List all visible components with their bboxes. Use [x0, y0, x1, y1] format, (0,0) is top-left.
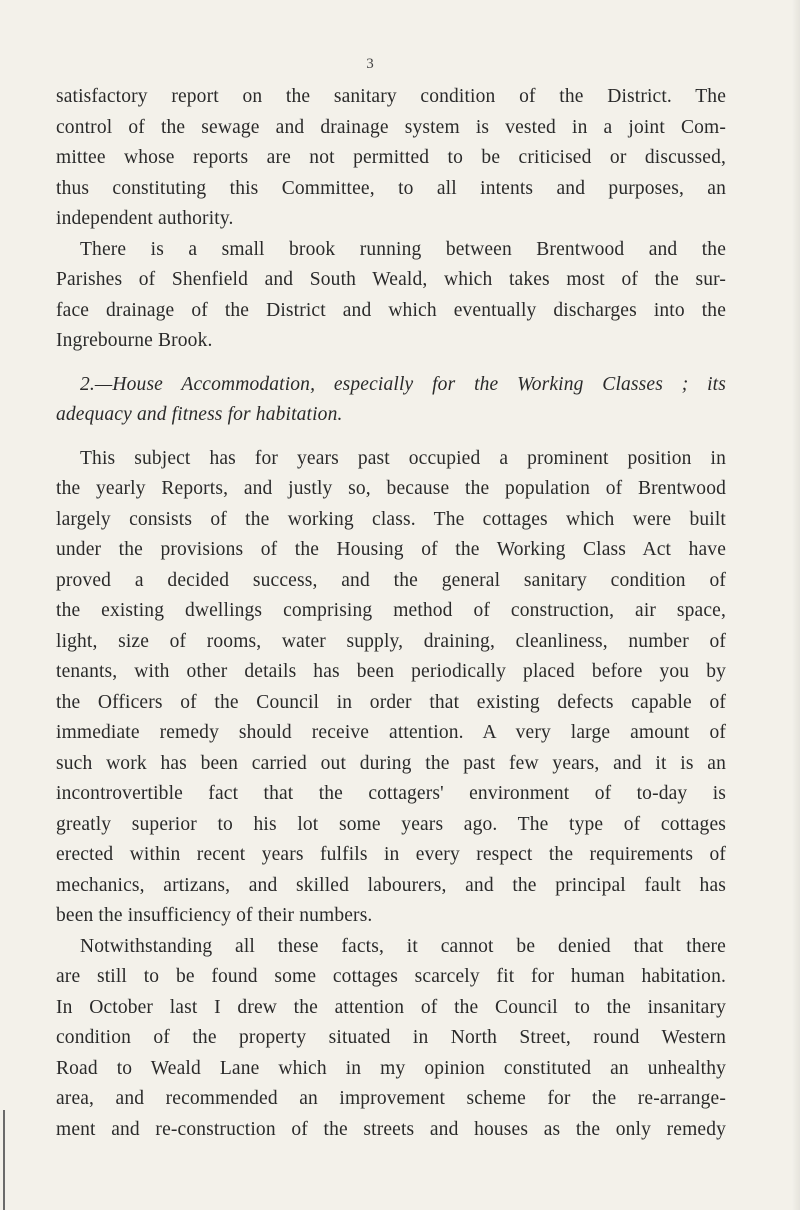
text-line: control of the sewage and drainage system is vested in a joint Com- [56, 116, 726, 138]
page-edge-shadow [792, 0, 800, 1210]
text-line: immediate remedy should receive attention. A very large amount of [56, 722, 726, 743]
text-line: tenants, with other details has been periodically placed before you by [56, 661, 726, 682]
text-line: mechanics, artizans, and skilled labourers, and the principal fault has [56, 874, 726, 896]
text-line: There is a small brook running between Brentwood and the [80, 238, 726, 260]
text-line: In October last I drew the attention of the Council to the insanitary [56, 996, 726, 1018]
paragraph-unfit-cottages [56, 932, 726, 1146]
text-line: light, size of rooms, water supply, draining, cleanliness, number of [56, 630, 726, 652]
text-line: the Officers of the Council in order that existing defects capable of [56, 691, 726, 713]
text-line: under the provisions of the Housing of the Working Class Act have [56, 539, 726, 560]
binding-edge-mark [3, 1110, 5, 1210]
text-line: been the insufficiency of their numbers. [56, 905, 373, 926]
text-line: mittee whose reports are not permitted to be criticised or discussed, [56, 147, 726, 168]
heading-line: 2.—House Accommodation, especially for the Working Classes ; its [80, 373, 726, 395]
text-line: Notwithstanding all these facts, it cannot be denied that there [80, 935, 726, 957]
text-line: are still to be found some cottages scarcely fit for human habitation. [56, 966, 726, 987]
text-line: such work has been carried out during the past few years, and it is an [56, 752, 726, 774]
paragraph-housing [56, 444, 726, 932]
section-heading [56, 370, 726, 431]
text-line: ment and re-construction of the streets and houses as the only remedy [56, 1118, 726, 1140]
text-line: the existing dwellings comprising method of construction, air space, [56, 600, 726, 621]
text-line: satisfactory report on the sanitary condition of the District. The [56, 86, 726, 107]
heading-line: adequacy and fitness for habitation. [56, 404, 343, 425]
text-line: the yearly Reports, and justly so, because the population of Brentwood [56, 478, 726, 499]
paragraph-sewage-control [56, 82, 726, 235]
text-line: Road to Weald Lane which in my opinion constituted an unhealthy [56, 1057, 726, 1079]
page-number: 3 [366, 56, 374, 72]
text-line: proved a decided success, and the general sanitary condition of [56, 569, 726, 591]
text-line: greatly superior to his lot some years ago. The type of cottages [56, 813, 726, 835]
text-line: Ingrebourne Brook. [56, 330, 213, 351]
body-text [56, 82, 726, 1145]
text-line: largely consists of the working class. The cottages which were built [56, 508, 726, 530]
text-line: independent authority. [56, 208, 234, 229]
text-line: This subject has for years past occupied a prominent position in [80, 447, 726, 469]
text-line: incontrovertible fact that the cottagers' environment of to-day is [56, 783, 726, 804]
text-line: Parishes of Shenfield and South Weald, which takes most of the sur- [56, 269, 726, 290]
text-line: erected within recent years fulfils in every respect the requirements of [56, 844, 726, 865]
paragraph-brook [56, 235, 726, 357]
text-line: area, and recommended an improvement scheme for the re-arrange- [56, 1088, 726, 1109]
text-line: face drainage of the District and which eventually discharges into the [56, 299, 726, 321]
text-line: condition of the property situated in North Street, round Western [56, 1027, 726, 1048]
text-line: thus constituting this Committee, to all intents and purposes, an [56, 177, 726, 199]
